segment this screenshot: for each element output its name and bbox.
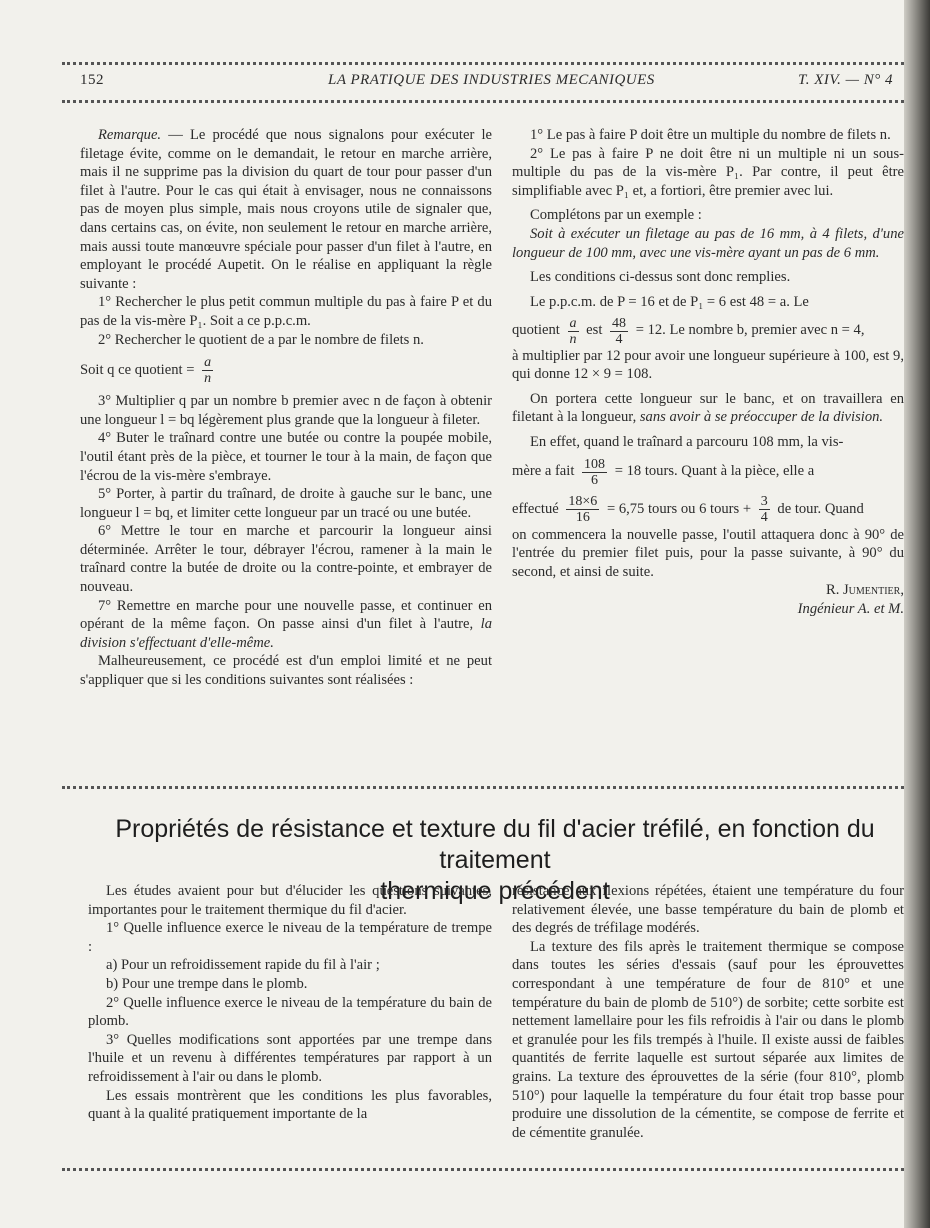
quotient-text: Soit q ce quotient = xyxy=(80,361,195,378)
question-1b: b) Pour une trempe dans le plomb. xyxy=(106,975,308,992)
step-6: 6° Mettre le tour en marche et parcourir la longueur ainsi déterminée. Arrêter le tour, débrayer l'écrou, ramener à la main le traînard contre la butée de droite ou la contre-pointe, et embrayer de nouveau. xyxy=(80,523,492,596)
step-7-italic: la division s'effectuant d'elle-même. xyxy=(80,616,492,651)
step-2: 2° Rechercher le quotient de a par le nombre de filets n. xyxy=(98,331,424,348)
step-1: 1° Rechercher le plus petit commun multiple du pas à faire P et du pas de la vis-mère P₁. Soit a ce p.p.c.m. xyxy=(80,294,492,329)
quotient-result: = 12. Le nombre b, premier avec n = 4, xyxy=(635,322,865,339)
step-4: 4° Buter le traînard contre une butée ou contre la poupée mobile, l'outil étant près de la pièce, et tourner le tour à la main, de façon que l'écrou de la vis-mère s'embraye. xyxy=(80,430,492,484)
question-3: 3° Quelles modifications sont apportées par une trempe dans l'huile et un revenu à différentes températures par rapport à un refroidissement à l'air ou dans le plomb. xyxy=(88,1031,492,1085)
upper-right-column xyxy=(512,126,904,619)
author-name: R. Jumentier, xyxy=(825,582,904,599)
commencera-paragraph: on commencera la nouvelle passe, l'outil attaquera donc à 90° de l'entrée du premier filet puis, pour la passe suivante, à 90° du second, et ainsi de suite. xyxy=(512,526,904,580)
lower-left-column xyxy=(88,882,492,1124)
condition-2: 2° Le pas à faire P ne doit être ni un multiple ni un sous-multiple du pas de la vis-mère P₁. Par contre, il peut être simplifiable avec P₁ et, a fortiori, être premier avec lui. xyxy=(512,145,904,199)
author-title: Ingénieur A. et M. xyxy=(797,601,904,617)
portera-paragraph: On portera cette longueur sur le banc, et on travaillera en filetant à la longueur, xyxy=(512,390,904,426)
108-over-6-fraction: $\frac{108}{6}$ xyxy=(584,456,606,488)
continuation-paragraph: résistance aux flexions répétées, étaient une température du four relativement élevée, une basse température du bain de plomb et des degrés de tréfilage modérés. xyxy=(512,883,904,937)
title-line-1: Propriétés de résistance et texture du fil d'acier tréfilé, en fonction du traitement xyxy=(115,815,875,874)
step-3: 3° Multiplier q par un nombre b premier avec n de façon à obtenir une longueur l = bq légèrement plus grande que la longueur à fileter. xyxy=(80,393,492,428)
header-dotted-rule xyxy=(62,100,910,103)
quotient-word: quotient xyxy=(512,322,560,339)
lower-right-column xyxy=(512,882,904,1142)
step-7: 7° Remettre en marche pour une nouvelle passe, et continuer en opérant de la même façon. On passe ainsi d'un filet à l'autre, xyxy=(80,597,492,633)
volume-number: T. XIV. — N° 4 xyxy=(798,72,893,88)
remarque-label: Remarque. xyxy=(98,127,162,143)
remarque-body: — Le procédé que nous signalons pour exécuter le filetage évite, comme on le demandait, le retour en marche arrière, mais il ne supprime pas la division du quart de tour pour passer d'un filet à l'autre. Pour le cas qui était à envisager, nous ne connaissons pas de moyen plus simple, mais nous croyons utile de signaler que, dans certains cas, on évite, non seulement le retour en marche arrière, mais aussi toute manœuvre spéciale pour passer d'un filet à l'autre, en employant le procédé Aupetit. On le réalise en appliquant la règle suivante : xyxy=(80,127,492,292)
conditions-met: Les conditions ci-dessus sont donc remplies. xyxy=(530,269,791,286)
tours-result: = 18 tours. Quant à la pièce, elle a xyxy=(614,463,815,480)
upper-left-column xyxy=(80,126,492,690)
top-dotted-rule xyxy=(62,62,910,65)
18x6-over-16-fraction: $\frac{18\times 6}{16}$ xyxy=(568,493,598,525)
title-line-2: thermique précédent xyxy=(380,877,610,905)
journal-title: LA PRATIQUE DES INDUSTRIES MECANIQUES xyxy=(328,72,655,88)
completons: Complétons par un exemple : xyxy=(530,207,702,224)
middle-dotted-rule xyxy=(62,786,910,789)
page-number: 152 xyxy=(80,72,104,88)
mere-a-fait: mère a fait xyxy=(512,463,575,480)
48-over-4-fraction: $\frac{48}{4}$ xyxy=(612,315,627,347)
portera-italic: sans avoir à se préoccuper de la division. xyxy=(639,409,884,426)
est-word: est xyxy=(586,322,603,339)
multiplier-paragraph: à multiplier par 12 pour avoir une longueur supérieure à 100, est 9, qui donne 12 × 9 = 108. xyxy=(512,347,904,383)
malheureusement-paragraph: Malheureusement, ce procédé est d'un emploi limité et ne peut s'appliquer que si les conditions suivantes sont réalisées : xyxy=(80,653,492,689)
question-1: 1° Quelle influence exerce le niveau de la température de trempe : xyxy=(88,920,492,955)
3-over-4-fraction: $\frac{3}{4}$ xyxy=(760,493,768,525)
texture-paragraph: La texture des fils après le traitement thermique se compose dans toutes les séries d'essais (sauf pour les éprouvettes correspondant à une température de four de 810° et une température du bain de plomb de 510°) de sorbite; cette sorbite est nettement lamellaire pour les fils refroidis à l'air ou dans le plomb et granulée pour les fils trempés à l'huile. Il existe aussi de faibles quantités de ferrite laquelle est surtout séparée aux limites de grains. La texture des éprouvettes de la série (four 810°, plomb 510°) pour laquelle la température du four était trop basse pour produire une dissolution de la cémentite, se compose de ferrite et de cémentite granulée. xyxy=(512,938,904,1141)
example-statement: Soit à exécuter un filetage au pas de 16 mm, à 4 filets, d'une longueur de 100 mm, avec une vis-mère ayant un pas de 6 mm. xyxy=(512,225,904,261)
page-binding-shadow xyxy=(904,0,930,1228)
page-header xyxy=(80,72,910,94)
question-2: 2° Quelle influence exerce le niveau de la température du bain de plomb. xyxy=(88,994,492,1030)
results-paragraph: Les essais montrèrent que les conditions les plus favorables, quant à la qualité pratiquement importante de la xyxy=(88,1087,492,1123)
de-tour-text: de tour. Quand xyxy=(777,500,864,517)
quotient-fraction: $\frac{a}{n}$ xyxy=(204,355,212,387)
effectue-word: effectué xyxy=(512,500,559,517)
step-5: 5° Porter, à partir du traînard, de droite à gauche sur le banc, une longueur l = bq, et limiter cette longueur par un tracé ou une butée. xyxy=(80,486,492,521)
bottom-dotted-rule xyxy=(62,1168,910,1171)
en-effet-paragraph: En effet, quand le traînard a parcouru 108 mm, la vis- xyxy=(530,433,844,450)
ppcm-line: Le p.p.c.m. de P = 16 et de P₁ = 6 est 48 = a. Le xyxy=(530,293,809,310)
tours-fraction-text: = 6,75 tours ou 6 tours + xyxy=(606,500,752,517)
intro-paragraph: Les études avaient pour but d'élucider les questions suivantes, importantes pour le traitement thermique du fil d'acier. xyxy=(88,883,492,918)
question-1a: a) Pour un refroidissement rapide du fil à l'air ; xyxy=(106,957,380,974)
a-over-n-fraction: $\frac{a}{n}$ xyxy=(569,315,577,347)
condition-1: 1° Le pas à faire P doit être un multiple du nombre de filets n. xyxy=(530,127,891,143)
